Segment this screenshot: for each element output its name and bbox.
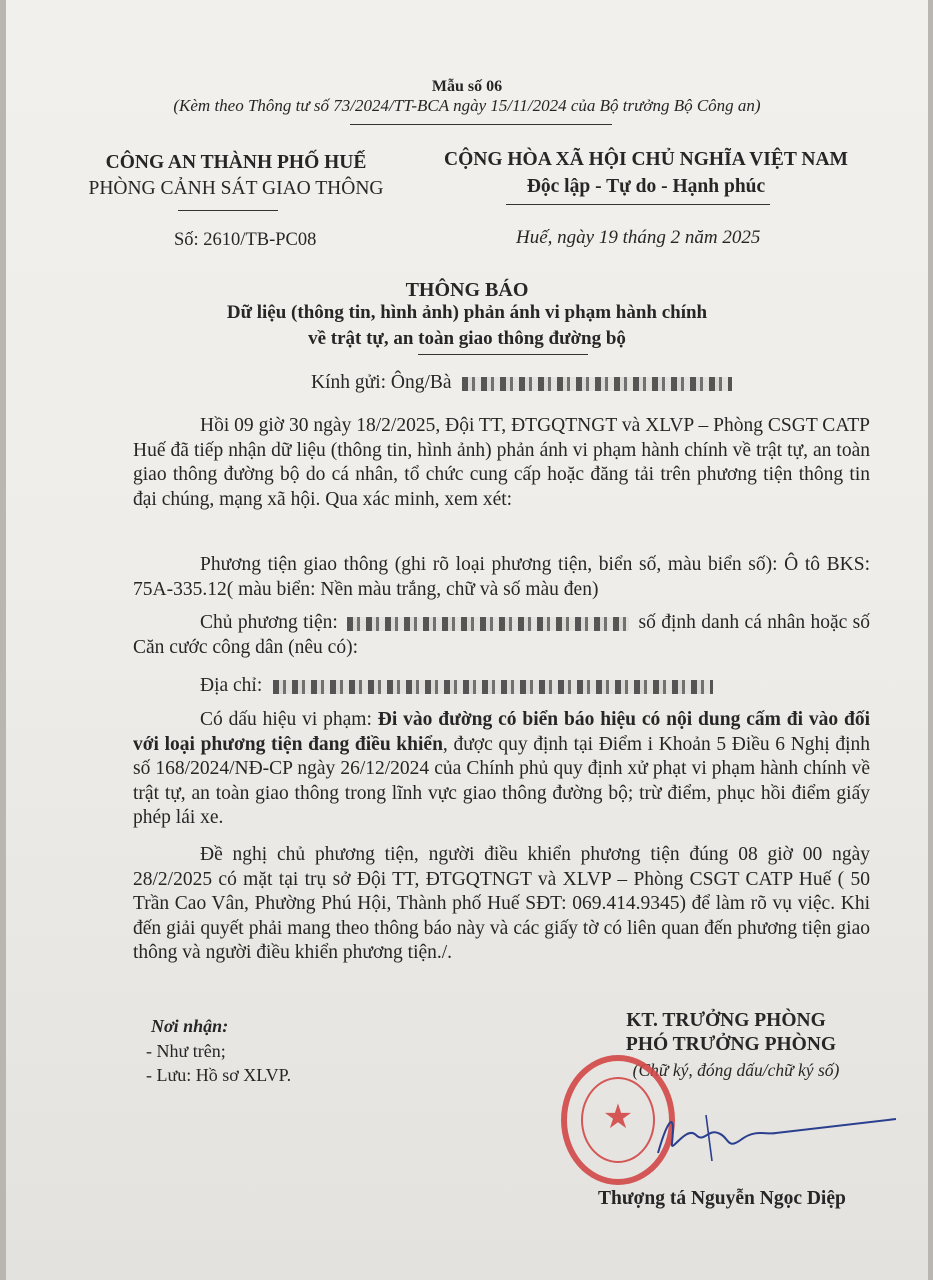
recipients-heading: Nơi nhận: xyxy=(151,1016,229,1036)
document-page xyxy=(6,0,928,1280)
violation-label: Có dấu hiệu vi phạm: xyxy=(200,709,372,730)
divider xyxy=(418,354,588,355)
handwritten-signature-icon xyxy=(646,1095,906,1175)
signature-title-2: PHÓ TRƯỞNG PHÒNG xyxy=(625,1034,837,1055)
signature-note: (Chữ ký, đóng dấu/chữ ký số) xyxy=(632,1060,840,1080)
issuer-department: PHÒNG CẢNH SÁT GIAO THÔNG xyxy=(88,178,384,199)
recipient-item: - Như trên; xyxy=(146,1041,226,1061)
owner-label: Chủ phương tiện: xyxy=(200,612,338,633)
violation-description: Đi vào đường có biển báo hiệu có nội dung cấm đi vào đối với loại phương tiện đang điều khiển xyxy=(133,709,870,755)
violation-legal-basis: , được quy định tại Điểm i Khoản 5 Điều 6 Nghị định số 168/2024/NĐ-CP ngày 26/12/2024 của Chính phủ quy định xử phạt vi phạm hành chính về trật tự, an toàn giao thông trong lĩnh vực giao thông đường bộ; trừ điểm, phục hồi điểm giấy phép lái xe. xyxy=(133,733,870,828)
redacted-owner xyxy=(347,617,629,631)
national-title: CỘNG HÒA XÃ HỘI CHỦ NGHĨA VIỆT NAM xyxy=(444,149,848,170)
divider xyxy=(178,210,278,211)
official-seal-icon: ★ xyxy=(561,1055,675,1185)
owner-suffix: số định danh cá nhân hoặc số Căn cước công dân (nêu có): xyxy=(133,612,871,658)
signature-title-1: KT. TRƯỞNG PHÒNG xyxy=(626,1010,826,1031)
redacted-name xyxy=(462,377,732,391)
paragraph-owner xyxy=(133,611,870,660)
issuer-agency: CÔNG AN THÀNH PHỐ HUẾ xyxy=(105,152,367,173)
paragraph-intro: Hồi 09 giờ 30 ngày 18/2/2025, Đội TT, ĐTGQTNGT và XLVP – Phòng CSGT CATP Huế đã tiếp nhận dữ liệu (thông tin, hình ảnh) phản ánh vi phạm hành chính về trật tự, an toàn giao thông đường bộ do cá nhân, tổ chức cung cấp hoặc đăng tải trên phương tiện thông tin đại chúng, mạng xã hội. Qua xác minh, xem xét: xyxy=(133,415,870,510)
document-title: THÔNG BÁO xyxy=(405,279,529,301)
form-number: Mẫu số 06 xyxy=(431,78,503,95)
recipient-label: Kính gửi: Ông/Bà xyxy=(311,372,452,393)
divider xyxy=(350,124,612,125)
national-motto: Độc lập - Tự do - Hạnh phúc xyxy=(526,176,766,197)
place-date: Huế, ngày 19 tháng 2 năm 2025 xyxy=(516,227,761,248)
document-number: Số: 2610/TB-PC08 xyxy=(174,230,317,250)
recipient-item: - Lưu: Hồ sơ XLVP. xyxy=(146,1065,292,1085)
redacted-address xyxy=(273,680,713,694)
paragraph-violation xyxy=(133,708,870,831)
signer-name: Thượng tá Nguyễn Ngọc Diệp xyxy=(598,1188,846,1209)
divider xyxy=(506,204,770,205)
document-subtitle-2: về trật tự, an toàn giao thông đường bộ xyxy=(308,328,626,349)
form-attachment-note: (Kèm theo Thông tư số 73/2024/TT-BCA ngày 15/11/2024 của Bộ trưởng Bộ Công an) xyxy=(173,96,761,115)
paragraph-vehicle: Phương tiện giao thông (ghi rõ loại phương tiện, biển số, màu biển số): Ô tô BKS: 75A-335.12( màu biển: Nền màu trắng, chữ và số màu đen) xyxy=(133,554,870,600)
document-subtitle-1: Dữ liệu (thông tin, hình ảnh) phản ánh vi phạm hành chính xyxy=(226,302,708,323)
paragraph-request: Đề nghị chủ phương tiện, người điều khiển phương tiện đúng 08 giờ 00 ngày 28/2/2025 có mặt tại trụ sở Đội TT, ĐTGQTNGT và XLVP – Phòng CSGT CATP Huế ( 50 Trần Cao Vân, Phường Phú Hội, Thành phố Huế SĐT: 069.414.9345) để làm rõ vụ việc. Khi đến giải quyết phải mang theo thông báo này và các giấy tờ có liên quan đến phương tiện giao thông và người điều khiển phương tiện./. xyxy=(133,844,870,963)
paragraph-address xyxy=(133,674,870,699)
address-label: Địa chỉ: xyxy=(200,675,263,696)
recipient-line xyxy=(311,372,732,394)
